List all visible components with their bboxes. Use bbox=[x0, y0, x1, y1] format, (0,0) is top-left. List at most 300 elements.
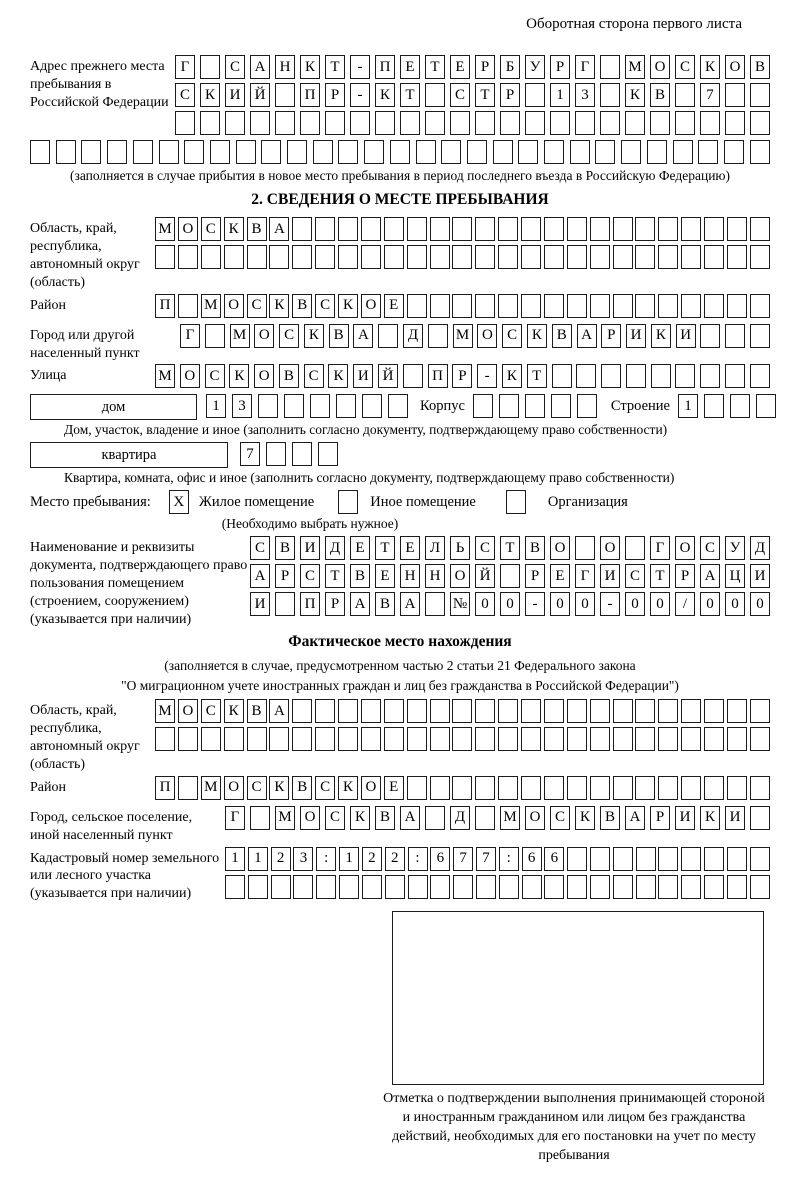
char-cell[interactable] bbox=[567, 699, 587, 723]
char-cell[interactable]: Т bbox=[475, 83, 495, 107]
char-cell[interactable] bbox=[361, 699, 381, 723]
char-cell[interactable]: П bbox=[300, 83, 320, 107]
char-cell[interactable]: В bbox=[292, 294, 312, 318]
char-cell[interactable] bbox=[750, 727, 770, 751]
char-cell[interactable] bbox=[269, 245, 289, 269]
char-cell[interactable]: К bbox=[300, 55, 320, 79]
char-cell[interactable]: К bbox=[338, 294, 358, 318]
char-cell[interactable]: Д bbox=[750, 536, 770, 560]
char-cell[interactable] bbox=[493, 140, 513, 164]
char-cell[interactable]: 1 bbox=[225, 847, 245, 871]
char-cell[interactable] bbox=[750, 111, 770, 135]
char-cell[interactable] bbox=[590, 699, 610, 723]
char-cell[interactable]: И bbox=[600, 564, 620, 588]
char-cell[interactable] bbox=[570, 140, 590, 164]
char-cell[interactable]: А bbox=[250, 564, 270, 588]
char-cell[interactable] bbox=[727, 699, 747, 723]
char-cell[interactable] bbox=[704, 776, 724, 800]
char-cell[interactable] bbox=[452, 294, 472, 318]
char-cell[interactable]: Г bbox=[650, 536, 670, 560]
char-cell[interactable]: М bbox=[625, 55, 645, 79]
char-cell[interactable] bbox=[590, 294, 610, 318]
char-cell[interactable]: Т bbox=[527, 364, 547, 388]
char-cell[interactable] bbox=[550, 111, 570, 135]
char-cell[interactable] bbox=[107, 140, 127, 164]
char-cell[interactable] bbox=[590, 847, 610, 871]
char-cell[interactable] bbox=[248, 875, 268, 899]
char-cell[interactable] bbox=[544, 217, 564, 241]
char-cell[interactable]: Ц bbox=[725, 564, 745, 588]
char-cell[interactable] bbox=[425, 111, 445, 135]
char-cell[interactable]: : bbox=[408, 847, 428, 871]
char-cell[interactable] bbox=[430, 217, 450, 241]
char-cell[interactable] bbox=[704, 727, 724, 751]
char-cell[interactable] bbox=[498, 245, 518, 269]
char-cell[interactable] bbox=[200, 55, 220, 79]
char-cell[interactable] bbox=[384, 699, 404, 723]
char-cell[interactable] bbox=[375, 111, 395, 135]
char-cell[interactable] bbox=[292, 442, 312, 466]
char-cell[interactable] bbox=[499, 394, 519, 418]
char-cell[interactable] bbox=[293, 875, 313, 899]
char-cell[interactable]: О bbox=[254, 324, 274, 348]
char-cell[interactable] bbox=[636, 875, 656, 899]
char-cell[interactable]: О bbox=[224, 776, 244, 800]
char-cell[interactable] bbox=[475, 806, 495, 830]
char-cell[interactable]: Е bbox=[375, 564, 395, 588]
char-cell[interactable] bbox=[590, 217, 610, 241]
char-cell[interactable]: К bbox=[502, 364, 522, 388]
char-cell[interactable]: 0 bbox=[550, 592, 570, 616]
char-cell[interactable] bbox=[269, 727, 289, 751]
char-cell[interactable] bbox=[647, 140, 667, 164]
char-cell[interactable]: О bbox=[600, 536, 620, 560]
char-cell[interactable]: А bbox=[269, 217, 289, 241]
char-cell[interactable]: О bbox=[178, 217, 198, 241]
char-cell[interactable]: О bbox=[725, 55, 745, 79]
char-cell[interactable] bbox=[613, 294, 633, 318]
char-cell[interactable]: О bbox=[650, 55, 670, 79]
char-cell[interactable]: Р bbox=[550, 55, 570, 79]
checkbox-organization[interactable] bbox=[506, 490, 526, 514]
char-cell[interactable] bbox=[626, 364, 646, 388]
char-cell[interactable] bbox=[498, 776, 518, 800]
char-cell[interactable] bbox=[364, 140, 384, 164]
char-cell[interactable] bbox=[339, 875, 359, 899]
char-cell[interactable]: С bbox=[247, 776, 267, 800]
char-cell[interactable] bbox=[613, 727, 633, 751]
char-cell[interactable]: П bbox=[428, 364, 448, 388]
char-cell[interactable]: С bbox=[315, 776, 335, 800]
char-cell[interactable] bbox=[601, 364, 621, 388]
char-cell[interactable] bbox=[727, 245, 747, 269]
char-cell[interactable] bbox=[407, 776, 427, 800]
char-cell[interactable] bbox=[362, 875, 382, 899]
char-cell[interactable]: 0 bbox=[750, 592, 770, 616]
char-cell[interactable]: С bbox=[205, 364, 225, 388]
char-cell[interactable]: И bbox=[250, 592, 270, 616]
char-cell[interactable] bbox=[313, 140, 333, 164]
char-cell[interactable]: С bbox=[250, 536, 270, 560]
char-cell[interactable] bbox=[727, 217, 747, 241]
char-cell[interactable]: П bbox=[155, 776, 175, 800]
char-cell[interactable]: С bbox=[315, 294, 335, 318]
char-cell[interactable] bbox=[310, 394, 330, 418]
char-cell[interactable] bbox=[430, 776, 450, 800]
char-cell[interactable] bbox=[184, 140, 204, 164]
char-cell[interactable] bbox=[408, 875, 428, 899]
char-cell[interactable]: : bbox=[316, 847, 336, 871]
char-cell[interactable]: О bbox=[254, 364, 274, 388]
char-cell[interactable]: 7 bbox=[476, 847, 496, 871]
char-cell[interactable]: И bbox=[676, 324, 696, 348]
char-cell[interactable] bbox=[658, 245, 678, 269]
char-cell[interactable]: М bbox=[230, 324, 250, 348]
char-cell[interactable]: В bbox=[275, 536, 295, 560]
char-cell[interactable]: О bbox=[550, 536, 570, 560]
char-cell[interactable] bbox=[673, 140, 693, 164]
char-cell[interactable]: Р bbox=[475, 55, 495, 79]
char-cell[interactable] bbox=[658, 294, 678, 318]
char-cell[interactable]: 3 bbox=[232, 394, 252, 418]
char-cell[interactable] bbox=[544, 245, 564, 269]
char-cell[interactable]: № bbox=[450, 592, 470, 616]
char-cell[interactable] bbox=[658, 727, 678, 751]
char-cell[interactable]: М bbox=[453, 324, 473, 348]
char-cell[interactable] bbox=[271, 875, 291, 899]
char-cell[interactable] bbox=[681, 294, 701, 318]
char-cell[interactable] bbox=[621, 140, 641, 164]
char-cell[interactable]: А bbox=[350, 592, 370, 616]
char-cell[interactable]: А bbox=[269, 699, 289, 723]
char-cell[interactable] bbox=[292, 217, 312, 241]
char-cell[interactable]: Й bbox=[475, 564, 495, 588]
char-cell[interactable] bbox=[475, 699, 495, 723]
char-cell[interactable] bbox=[300, 111, 320, 135]
char-cell[interactable] bbox=[287, 140, 307, 164]
char-cell[interactable] bbox=[518, 140, 538, 164]
char-cell[interactable] bbox=[452, 727, 472, 751]
char-cell[interactable]: Ь bbox=[450, 536, 470, 560]
char-cell[interactable] bbox=[178, 727, 198, 751]
char-cell[interactable]: Д bbox=[325, 536, 345, 560]
char-cell[interactable] bbox=[400, 111, 420, 135]
char-cell[interactable] bbox=[552, 364, 572, 388]
char-cell[interactable] bbox=[407, 727, 427, 751]
char-cell[interactable] bbox=[521, 699, 541, 723]
char-cell[interactable] bbox=[430, 245, 450, 269]
char-cell[interactable] bbox=[81, 140, 101, 164]
char-cell[interactable]: У bbox=[725, 536, 745, 560]
char-cell[interactable]: М bbox=[500, 806, 520, 830]
char-cell[interactable]: С bbox=[279, 324, 299, 348]
char-cell[interactable] bbox=[425, 592, 445, 616]
char-cell[interactable]: 0 bbox=[725, 592, 745, 616]
char-cell[interactable] bbox=[175, 111, 195, 135]
char-cell[interactable] bbox=[522, 875, 542, 899]
char-cell[interactable] bbox=[613, 847, 633, 871]
char-cell[interactable] bbox=[544, 727, 564, 751]
char-cell[interactable] bbox=[407, 294, 427, 318]
char-cell[interactable]: С bbox=[300, 564, 320, 588]
char-cell[interactable] bbox=[428, 324, 448, 348]
char-cell[interactable]: С bbox=[247, 294, 267, 318]
char-cell[interactable]: 0 bbox=[625, 592, 645, 616]
char-cell[interactable] bbox=[658, 875, 678, 899]
char-cell[interactable] bbox=[675, 83, 695, 107]
char-cell[interactable] bbox=[430, 294, 450, 318]
char-cell[interactable]: Д bbox=[403, 324, 423, 348]
char-cell[interactable] bbox=[521, 294, 541, 318]
char-cell[interactable]: С bbox=[475, 536, 495, 560]
char-cell[interactable] bbox=[225, 875, 245, 899]
char-cell[interactable] bbox=[575, 111, 595, 135]
char-cell[interactable] bbox=[275, 592, 295, 616]
char-cell[interactable]: - bbox=[477, 364, 497, 388]
char-cell[interactable] bbox=[750, 699, 770, 723]
char-cell[interactable]: О bbox=[300, 806, 320, 830]
char-cell[interactable]: И bbox=[750, 564, 770, 588]
char-cell[interactable]: С bbox=[675, 55, 695, 79]
char-cell[interactable] bbox=[525, 394, 545, 418]
char-cell[interactable] bbox=[224, 727, 244, 751]
char-cell[interactable]: В bbox=[552, 324, 572, 348]
char-cell[interactable]: Е bbox=[350, 536, 370, 560]
char-cell[interactable] bbox=[315, 699, 335, 723]
char-cell[interactable]: 7 bbox=[453, 847, 473, 871]
char-cell[interactable] bbox=[551, 394, 571, 418]
char-cell[interactable]: А bbox=[700, 564, 720, 588]
char-cell[interactable]: К bbox=[700, 806, 720, 830]
char-cell[interactable] bbox=[155, 245, 175, 269]
char-cell[interactable] bbox=[675, 364, 695, 388]
char-cell[interactable] bbox=[200, 111, 220, 135]
char-cell[interactable] bbox=[575, 536, 595, 560]
char-cell[interactable]: О bbox=[361, 294, 381, 318]
char-cell[interactable] bbox=[407, 245, 427, 269]
char-cell[interactable] bbox=[750, 364, 770, 388]
char-cell[interactable] bbox=[384, 217, 404, 241]
char-cell[interactable] bbox=[700, 364, 720, 388]
char-cell[interactable] bbox=[613, 875, 633, 899]
char-cell[interactable]: К bbox=[224, 217, 244, 241]
char-cell[interactable] bbox=[704, 847, 724, 871]
char-cell[interactable]: 0 bbox=[500, 592, 520, 616]
char-cell[interactable]: К bbox=[575, 806, 595, 830]
char-cell[interactable] bbox=[275, 83, 295, 107]
char-cell[interactable]: С bbox=[201, 699, 221, 723]
char-cell[interactable]: 7 bbox=[700, 83, 720, 107]
char-cell[interactable] bbox=[407, 699, 427, 723]
char-cell[interactable] bbox=[384, 727, 404, 751]
char-cell[interactable]: О bbox=[361, 776, 381, 800]
char-cell[interactable] bbox=[704, 217, 724, 241]
char-cell[interactable] bbox=[250, 806, 270, 830]
char-cell[interactable]: М bbox=[155, 364, 175, 388]
char-cell[interactable] bbox=[30, 140, 50, 164]
char-cell[interactable] bbox=[658, 847, 678, 871]
char-cell[interactable] bbox=[388, 394, 408, 418]
char-cell[interactable] bbox=[577, 394, 597, 418]
char-cell[interactable] bbox=[224, 245, 244, 269]
char-cell[interactable]: К bbox=[527, 324, 547, 348]
char-cell[interactable] bbox=[475, 111, 495, 135]
stamp-box[interactable] bbox=[392, 911, 764, 1085]
char-cell[interactable] bbox=[266, 442, 286, 466]
char-cell[interactable] bbox=[258, 394, 278, 418]
char-cell[interactable] bbox=[155, 727, 175, 751]
char-cell[interactable]: К bbox=[338, 776, 358, 800]
char-cell[interactable] bbox=[730, 394, 750, 418]
char-cell[interactable]: 2 bbox=[271, 847, 291, 871]
char-cell[interactable]: М bbox=[155, 217, 175, 241]
char-cell[interactable] bbox=[750, 324, 770, 348]
char-cell[interactable] bbox=[425, 83, 445, 107]
char-cell[interactable] bbox=[338, 727, 358, 751]
char-cell[interactable]: Т bbox=[400, 83, 420, 107]
char-cell[interactable]: 1 bbox=[206, 394, 226, 418]
char-cell[interactable]: С bbox=[502, 324, 522, 348]
char-cell[interactable]: Т bbox=[425, 55, 445, 79]
char-cell[interactable] bbox=[378, 324, 398, 348]
char-cell[interactable] bbox=[681, 245, 701, 269]
char-cell[interactable] bbox=[225, 111, 245, 135]
char-cell[interactable] bbox=[613, 245, 633, 269]
char-cell[interactable]: Й bbox=[378, 364, 398, 388]
char-cell[interactable]: С bbox=[304, 364, 324, 388]
char-cell[interactable]: К bbox=[328, 364, 348, 388]
char-cell[interactable]: К bbox=[304, 324, 324, 348]
char-cell[interactable] bbox=[567, 847, 587, 871]
char-cell[interactable]: О bbox=[525, 806, 545, 830]
char-cell[interactable] bbox=[292, 245, 312, 269]
char-cell[interactable]: И bbox=[225, 83, 245, 107]
char-cell[interactable]: - bbox=[350, 83, 370, 107]
char-cell[interactable]: К bbox=[350, 806, 370, 830]
char-cell[interactable] bbox=[416, 140, 436, 164]
char-cell[interactable]: У bbox=[525, 55, 545, 79]
char-cell[interactable]: - bbox=[525, 592, 545, 616]
char-cell[interactable] bbox=[590, 245, 610, 269]
char-cell[interactable] bbox=[725, 111, 745, 135]
char-cell[interactable] bbox=[450, 111, 470, 135]
char-cell[interactable] bbox=[750, 217, 770, 241]
char-cell[interactable] bbox=[275, 111, 295, 135]
char-cell[interactable] bbox=[725, 324, 745, 348]
char-cell[interactable] bbox=[316, 875, 336, 899]
house-box[interactable]: дом bbox=[30, 394, 197, 420]
apartment-box[interactable]: квартира bbox=[30, 442, 228, 468]
char-cell[interactable] bbox=[521, 776, 541, 800]
char-cell[interactable]: 1 bbox=[550, 83, 570, 107]
char-cell[interactable]: К bbox=[625, 83, 645, 107]
char-cell[interactable]: Д bbox=[450, 806, 470, 830]
char-cell[interactable] bbox=[475, 727, 495, 751]
char-cell[interactable] bbox=[521, 245, 541, 269]
char-cell[interactable] bbox=[178, 776, 198, 800]
char-cell[interactable]: В bbox=[375, 806, 395, 830]
char-cell[interactable]: С bbox=[175, 83, 195, 107]
char-cell[interactable]: С bbox=[225, 55, 245, 79]
char-cell[interactable]: Е bbox=[384, 294, 404, 318]
char-cell[interactable]: Е bbox=[450, 55, 470, 79]
char-cell[interactable] bbox=[178, 245, 198, 269]
char-cell[interactable] bbox=[361, 245, 381, 269]
char-cell[interactable] bbox=[727, 776, 747, 800]
char-cell[interactable] bbox=[247, 727, 267, 751]
char-cell[interactable]: М bbox=[201, 294, 221, 318]
char-cell[interactable]: Т bbox=[375, 536, 395, 560]
char-cell[interactable]: М bbox=[275, 806, 295, 830]
char-cell[interactable]: 6 bbox=[430, 847, 450, 871]
char-cell[interactable]: В bbox=[279, 364, 299, 388]
char-cell[interactable] bbox=[658, 776, 678, 800]
char-cell[interactable] bbox=[452, 699, 472, 723]
char-cell[interactable] bbox=[725, 364, 745, 388]
char-cell[interactable] bbox=[567, 217, 587, 241]
char-cell[interactable]: Б bbox=[500, 55, 520, 79]
char-cell[interactable]: Л bbox=[425, 536, 445, 560]
char-cell[interactable] bbox=[651, 364, 671, 388]
char-cell[interactable]: И bbox=[626, 324, 646, 348]
char-cell[interactable] bbox=[613, 776, 633, 800]
char-cell[interactable] bbox=[525, 83, 545, 107]
char-cell[interactable]: 0 bbox=[575, 592, 595, 616]
char-cell[interactable] bbox=[590, 875, 610, 899]
char-cell[interactable] bbox=[441, 140, 461, 164]
char-cell[interactable]: Т bbox=[500, 536, 520, 560]
char-cell[interactable] bbox=[362, 394, 382, 418]
char-cell[interactable] bbox=[750, 83, 770, 107]
char-cell[interactable]: С bbox=[450, 83, 470, 107]
char-cell[interactable]: Р bbox=[275, 564, 295, 588]
char-cell[interactable]: 0 bbox=[700, 592, 720, 616]
char-cell[interactable] bbox=[567, 727, 587, 751]
char-cell[interactable]: П bbox=[300, 592, 320, 616]
char-cell[interactable]: О bbox=[178, 699, 198, 723]
char-cell[interactable] bbox=[750, 294, 770, 318]
char-cell[interactable]: Р bbox=[525, 564, 545, 588]
char-cell[interactable] bbox=[635, 294, 655, 318]
char-cell[interactable] bbox=[284, 394, 304, 418]
char-cell[interactable] bbox=[635, 727, 655, 751]
char-cell[interactable] bbox=[425, 806, 445, 830]
char-cell[interactable]: О bbox=[477, 324, 497, 348]
char-cell[interactable]: П bbox=[375, 55, 395, 79]
char-cell[interactable]: Р bbox=[325, 592, 345, 616]
char-cell[interactable]: А bbox=[400, 592, 420, 616]
char-cell[interactable]: Й bbox=[250, 83, 270, 107]
char-cell[interactable] bbox=[750, 776, 770, 800]
char-cell[interactable] bbox=[613, 217, 633, 241]
char-cell[interactable] bbox=[315, 727, 335, 751]
char-cell[interactable] bbox=[750, 847, 770, 871]
char-cell[interactable]: Е bbox=[550, 564, 570, 588]
char-cell[interactable] bbox=[700, 324, 720, 348]
char-cell[interactable]: Г bbox=[180, 324, 200, 348]
char-cell[interactable] bbox=[590, 776, 610, 800]
char-cell[interactable] bbox=[473, 394, 493, 418]
char-cell[interactable] bbox=[338, 217, 358, 241]
char-cell[interactable] bbox=[567, 294, 587, 318]
char-cell[interactable]: О bbox=[450, 564, 470, 588]
char-cell[interactable] bbox=[595, 140, 615, 164]
char-cell[interactable]: Г bbox=[575, 564, 595, 588]
char-cell[interactable]: В bbox=[525, 536, 545, 560]
char-cell[interactable] bbox=[498, 294, 518, 318]
char-cell[interactable]: / bbox=[675, 592, 695, 616]
char-cell[interactable]: Н bbox=[400, 564, 420, 588]
